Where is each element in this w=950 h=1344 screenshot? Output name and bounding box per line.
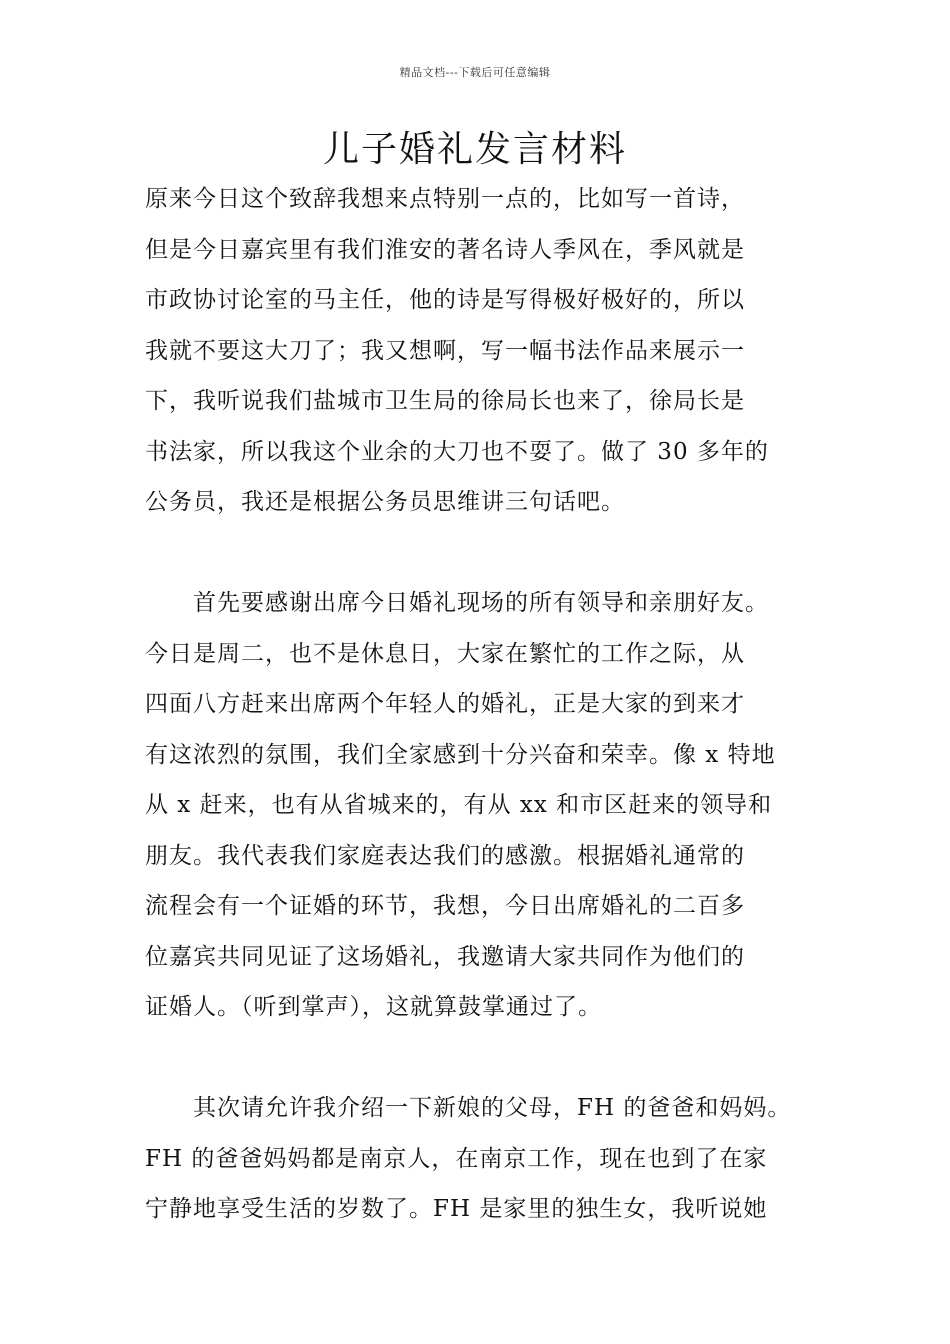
text-line: FH 的爸爸妈妈都是南京人，在南京工作，现在也到了在家 bbox=[145, 1145, 768, 1172]
text-line: 市政协讨论室的马主任，他的诗是写得极好极好的，所以 bbox=[145, 287, 745, 313]
text-line: 我就不要这大刀了；我又想啊，写一幅书法作品来展示一 bbox=[145, 337, 745, 364]
text-line: 今日是周二，也不是休息日，大家在繁忙的工作之际，从 bbox=[145, 640, 745, 667]
text-line: 公务员，我还是根据公务员思维讲三句话吧。 bbox=[145, 489, 625, 515]
text-line: 位嘉宾共同见证了这场婚礼，我邀请大家共同作为他们的 bbox=[145, 943, 745, 970]
text-line: 下，我听说我们盐城市卫生局的徐局长也来了，徐局长是 bbox=[145, 388, 745, 414]
paragraph-1 bbox=[145, 174, 815, 528]
text-line: 但是今日嘉宾里有我们淮安的著名诗人季风在，季风就是 bbox=[145, 236, 745, 263]
paragraph-spacer bbox=[145, 528, 815, 579]
text-line: 原来今日这个致辞我想来点特别一点的，比如写一首诗， bbox=[145, 186, 745, 212]
text-line: 其次请允许我介绍一下新娘的父母，FH 的爸爸和妈妈。 bbox=[145, 1095, 792, 1121]
paragraph-spacer bbox=[145, 1033, 815, 1084]
text-line: 宁静地享受生活的岁数了。FH 是家里的独生女，我听说她 bbox=[145, 1196, 768, 1222]
text-line: 朋友。我代表我们家庭表达我们的感激。根据婚礼通常的 bbox=[145, 842, 745, 869]
paragraph-2 bbox=[145, 578, 815, 1033]
text-line: 四面八方赶来出席两个年轻人的婚礼，正是大家的到来才 bbox=[145, 691, 745, 717]
text-line: 首先要感谢出席今日婚礼现场的所有领导和亲朋好友。 bbox=[145, 590, 769, 616]
paragraph-3 bbox=[145, 1083, 815, 1235]
text-line: 有这浓烈的氛围，我们全家感到十分兴奋和荣幸。像 x 特地 bbox=[145, 741, 776, 768]
page-header-note: 精品文档---下载后可任意编辑 bbox=[399, 66, 551, 79]
document-title: 儿子婚礼发言材料 bbox=[322, 129, 627, 170]
text-line: 流程会有一个证婚的环节，我想，今日出席婚礼的二百多 bbox=[145, 893, 745, 919]
text-line: 书法家，所以我这个业余的大刀也不耍了。做了 30 多年的 bbox=[145, 438, 769, 465]
document-body bbox=[145, 174, 815, 1235]
text-line: 从 x 赶来，也有从省城来的，有从 xx 和市区赶来的领导和 bbox=[145, 792, 773, 818]
text-line: 证婚人。（听到掌声），这就算鼓掌通过了。 bbox=[145, 994, 602, 1020]
